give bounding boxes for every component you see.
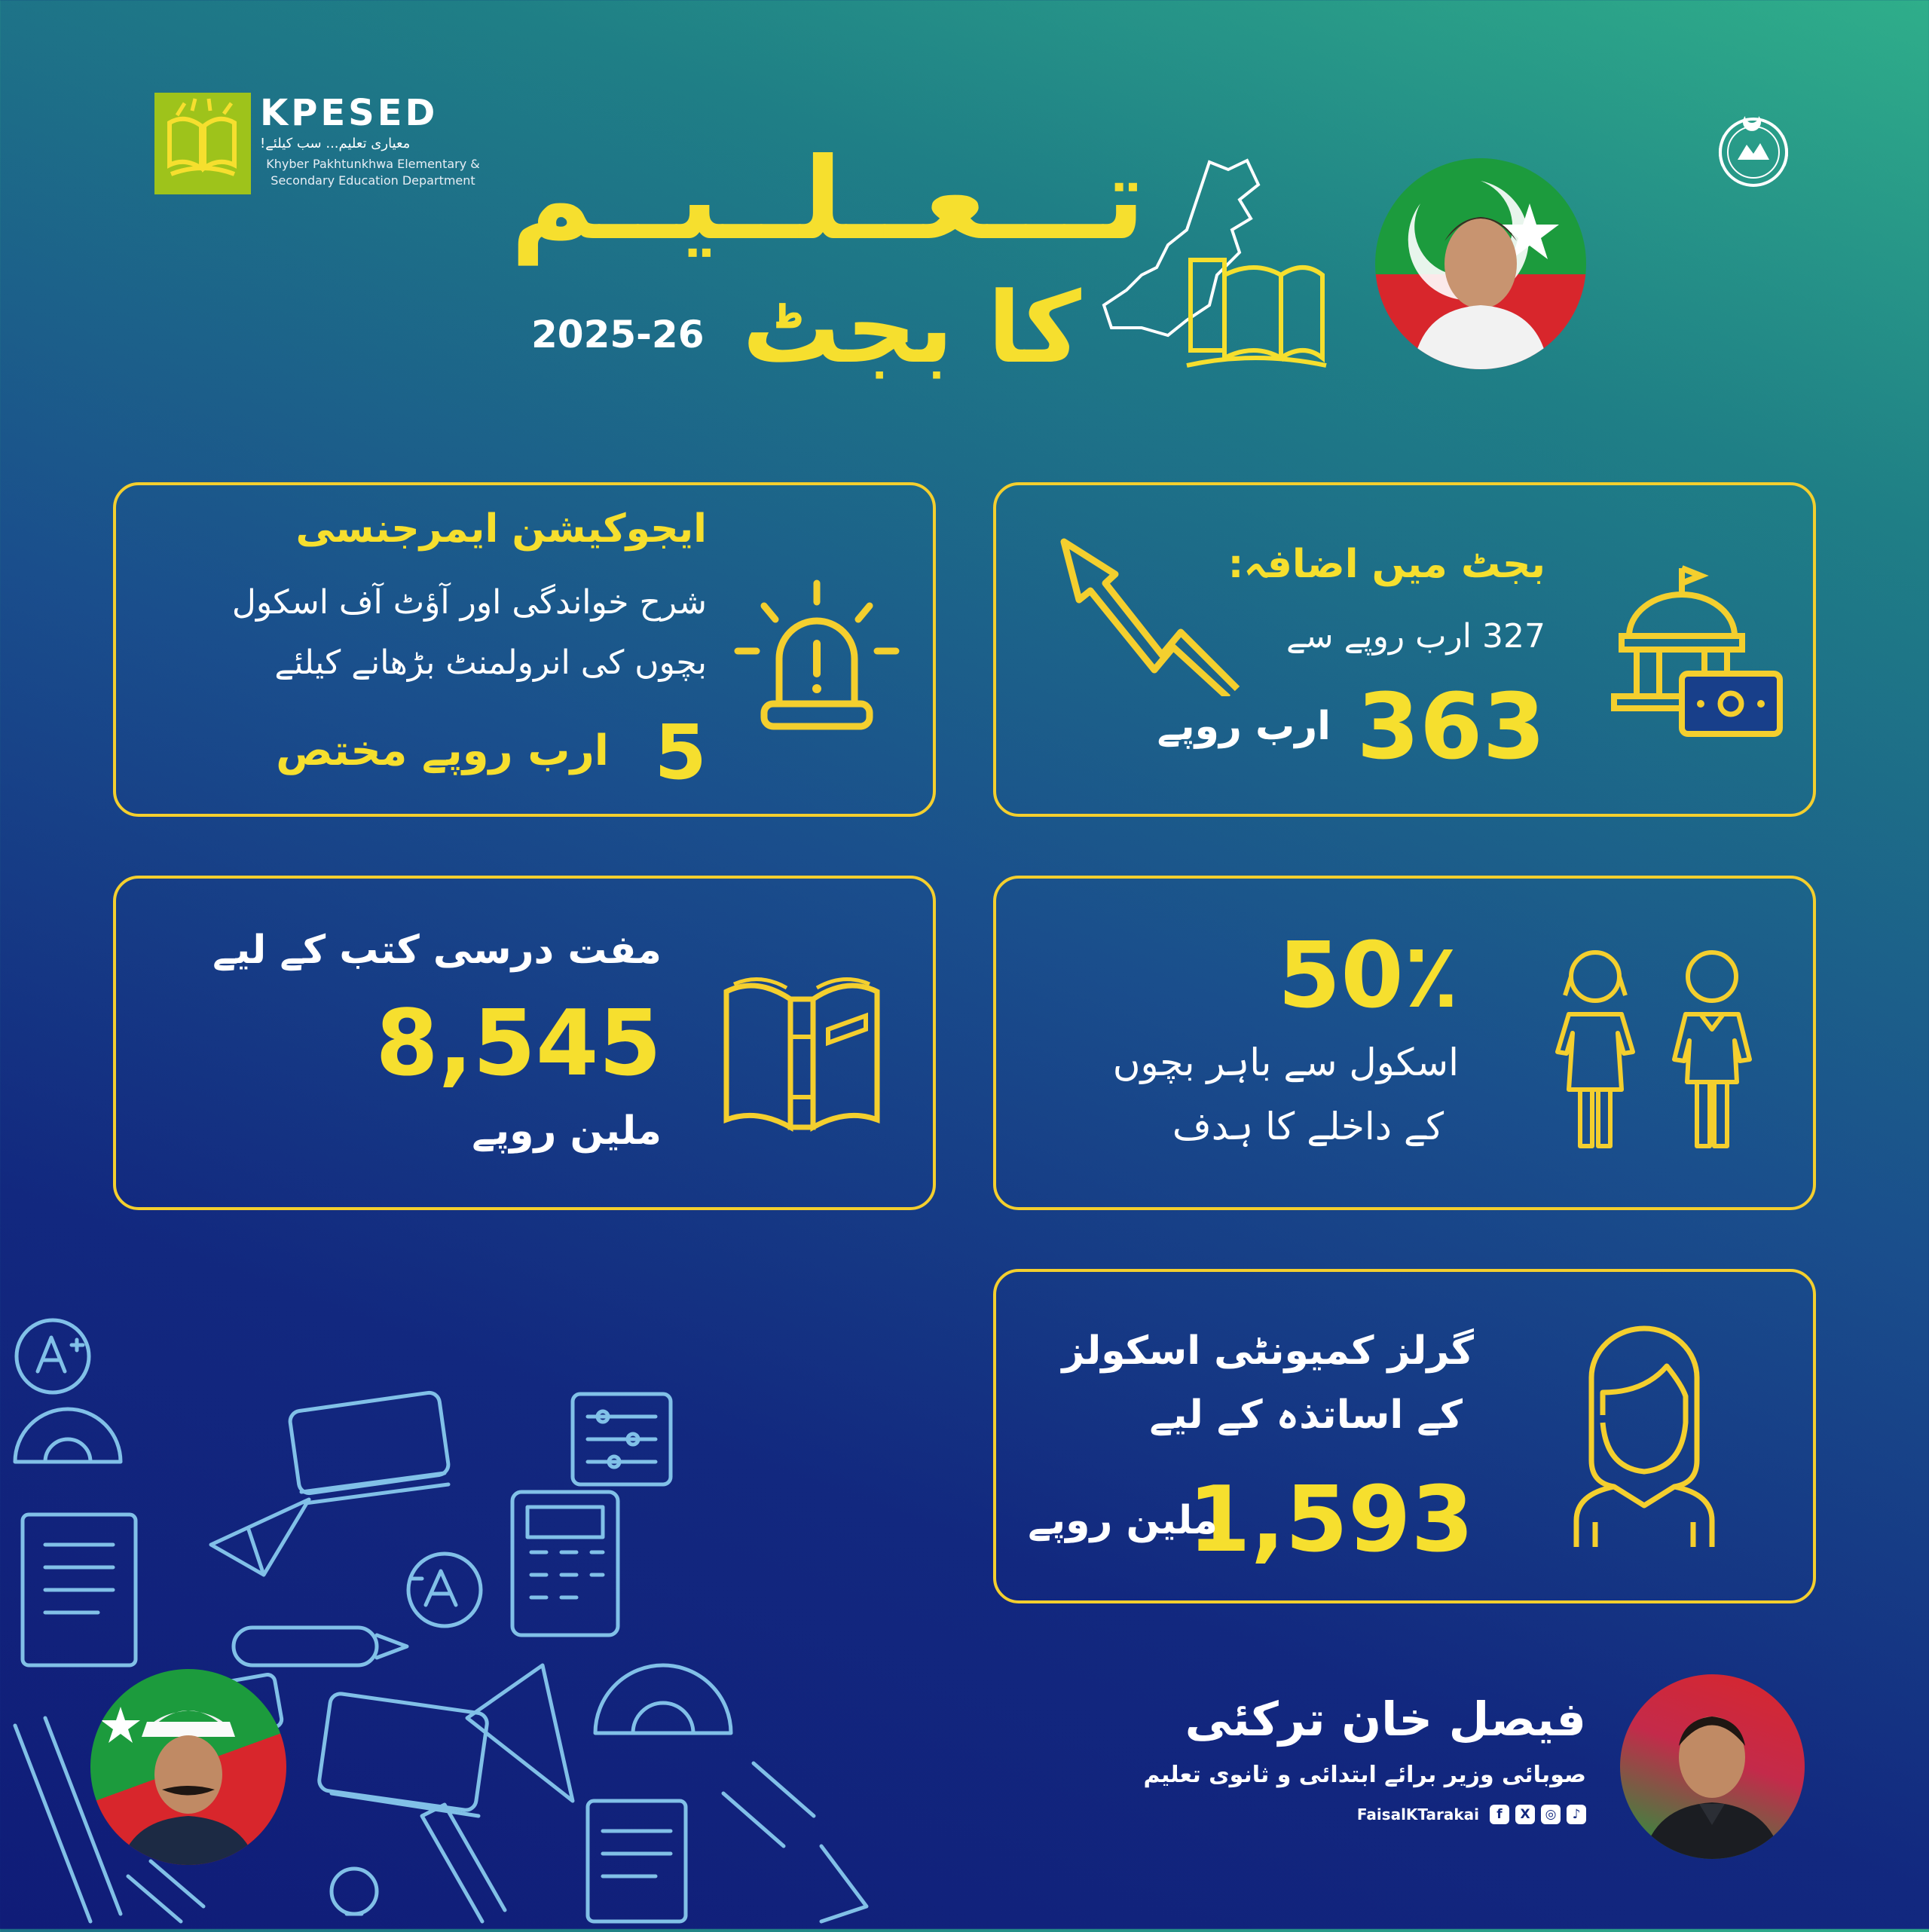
card-education-emergency	[113, 482, 936, 817]
dept-logo-subtitle: Khyber Pakhtunkhwa Elementary & Secondary Education Department	[266, 157, 480, 188]
siren-alarm-icon	[734, 576, 900, 741]
emergency-line1: شرح خواندگی اور آؤٹ آف اسکول	[231, 583, 707, 622]
kp-government-seal-icon	[1709, 105, 1798, 194]
facebook-icon[interactable]: f	[1490, 1805, 1509, 1824]
enrollment-line1: اسکول سے باہر بچوں	[1112, 1041, 1459, 1084]
emergency-amount: 5	[654, 708, 707, 796]
enrollment-line2: کے داخلے کا ہدف	[1172, 1105, 1444, 1148]
title-year: 2025-26	[531, 313, 705, 356]
textbooks-heading: مفت درسی کتب کے لیے	[212, 928, 662, 973]
budget-from-text: 327 ارب روپے سے	[1285, 617, 1545, 656]
minister-portrait-avatar	[1620, 1674, 1805, 1859]
social-handle[interactable]: FaisalKTarakai	[1356, 1805, 1479, 1823]
open-book-icon	[719, 969, 885, 1135]
title-sub: كا بجٹ	[742, 271, 1081, 385]
card-budget-increase	[993, 482, 1816, 817]
card-free-textbooks	[113, 876, 936, 1210]
minister-name: فیصل خان ترکئی	[1185, 1692, 1586, 1747]
kpesed-logo-icon	[154, 93, 251, 194]
emergency-unit: ارب روپے مختص	[276, 726, 609, 775]
emergency-line2: بچوں کی انرولمنٹ بڑھانے کیلئے	[274, 643, 707, 682]
budget-unit: ارب روپے	[1157, 704, 1331, 749]
dept-logo-name: KPESED	[260, 92, 439, 134]
minister-title: صوبائی وزیر برائے ابتدائی و ثانوی تعلیم	[1143, 1762, 1586, 1788]
card-girls-community-schools	[993, 1269, 1816, 1603]
card-enrollment-target	[993, 876, 1816, 1210]
instagram-icon[interactable]: ◎	[1541, 1805, 1561, 1824]
emergency-heading: ایجوکیشن ایمرجنسی	[295, 506, 707, 552]
budget-heading: بجٹ میں اضافہ:	[1227, 542, 1545, 587]
leader-portrait-avatar	[1375, 158, 1586, 369]
budget-amount: 363	[1356, 675, 1545, 780]
x-icon[interactable]: X	[1515, 1805, 1535, 1824]
chief-minister-avatar	[90, 1669, 286, 1865]
girls-schools-line1: گرلز کمیونٹی اسکولز	[1062, 1328, 1474, 1374]
title-main: تـــعــلــيــم	[510, 134, 1145, 265]
girls-schools-amount: 1,593	[1188, 1468, 1474, 1573]
enrollment-amount: 50٪	[1277, 924, 1459, 1029]
trend-up-arrow-icon	[1049, 530, 1245, 696]
dept-logo-tagline: معیاری تعلیم... سب کیلئے!	[260, 136, 411, 151]
tiktok-icon[interactable]: ♪	[1567, 1805, 1586, 1824]
pakistan-map-book-icon	[1096, 154, 1330, 373]
girls-schools-line2: کے اساتذہ کے لیے	[1149, 1392, 1463, 1438]
girls-schools-unit: ملین روپے	[1028, 1498, 1218, 1543]
textbooks-amount: 8,545	[375, 992, 662, 1096]
girl-boy-students-icon	[1542, 939, 1769, 1157]
social-handle-row	[1357, 1805, 1586, 1824]
female-teacher-icon	[1569, 1325, 1720, 1551]
bank-money-icon	[1599, 561, 1787, 741]
textbooks-unit: ملین روپے	[472, 1108, 662, 1154]
